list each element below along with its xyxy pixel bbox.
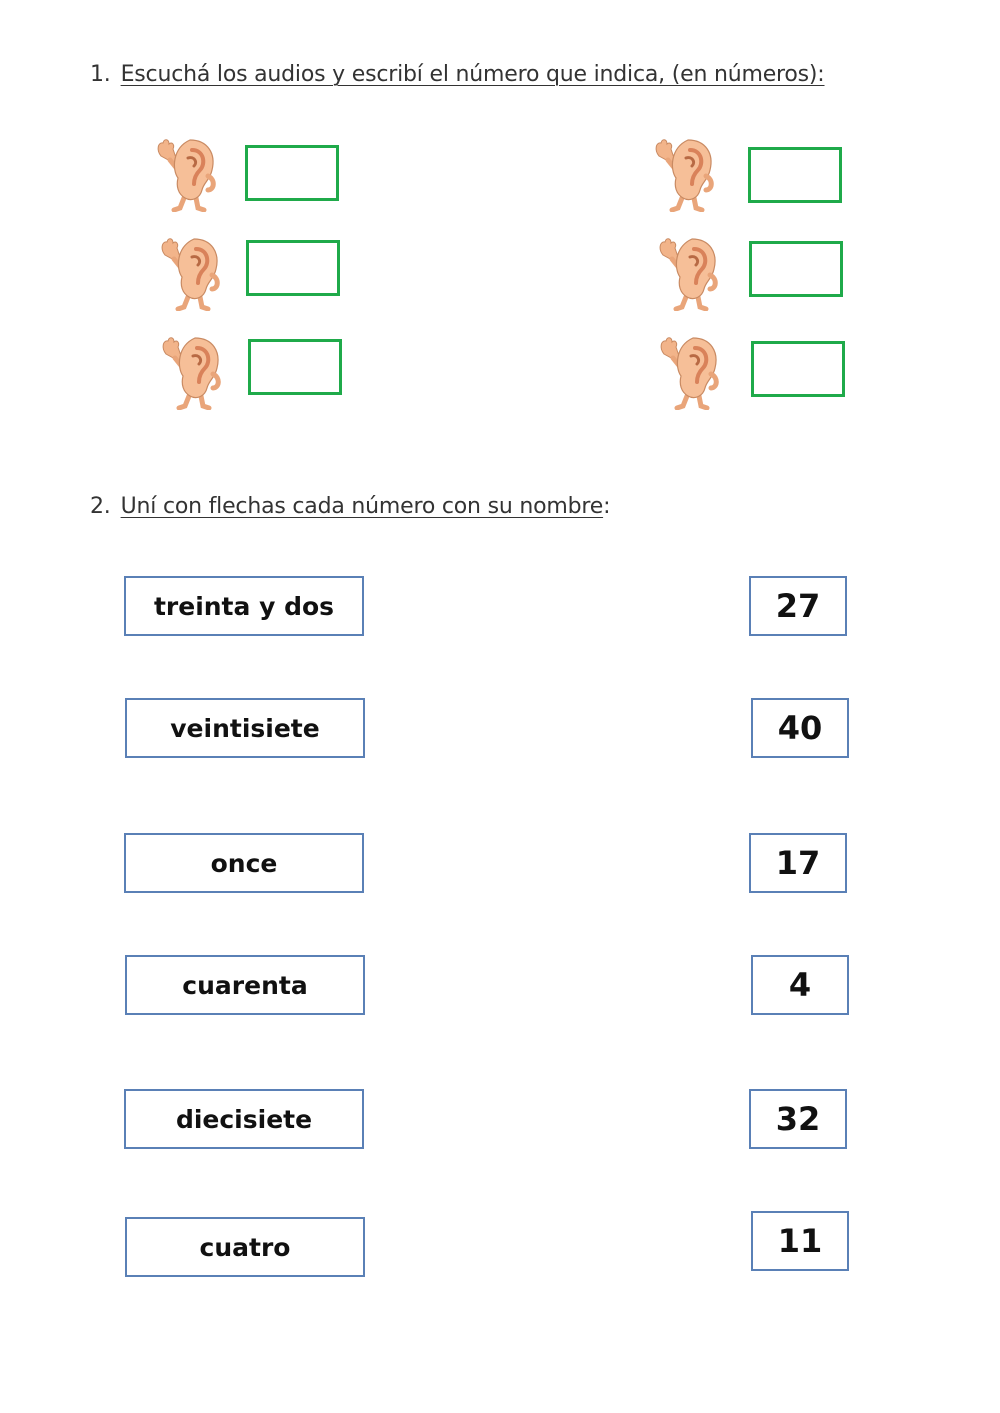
- exercise-2-title: [90, 494, 610, 519]
- ear-audio-icon[interactable]: [655, 334, 727, 410]
- word-box[interactable]: cuatro: [125, 1217, 365, 1277]
- ear-audio-icon[interactable]: [157, 334, 229, 410]
- number-box[interactable]: 4: [751, 955, 849, 1015]
- exercise-2-suffix: :: [603, 494, 611, 519]
- word-box[interactable]: veintisiete: [125, 698, 365, 758]
- ear-audio-icon[interactable]: [654, 235, 726, 311]
- number-box[interactable]: 32: [749, 1089, 847, 1149]
- word-box[interactable]: once: [124, 833, 364, 893]
- number-box[interactable]: 40: [751, 698, 849, 758]
- answer-box-3[interactable]: [248, 339, 342, 395]
- ear-audio-icon[interactable]: [156, 235, 228, 311]
- exercise-1-title: [90, 62, 825, 87]
- number-box[interactable]: 27: [749, 576, 847, 636]
- word-box[interactable]: cuarenta: [125, 955, 365, 1015]
- answer-box-5[interactable]: [749, 241, 843, 297]
- ear-audio-icon[interactable]: [152, 136, 224, 212]
- number-box[interactable]: 17: [749, 833, 847, 893]
- number-box[interactable]: 11: [751, 1211, 849, 1271]
- word-box[interactable]: diecisiete: [124, 1089, 364, 1149]
- answer-box-6[interactable]: [751, 341, 845, 397]
- exercise-2-instruction: Uní con flechas cada número con su nombre: [120, 494, 604, 519]
- answer-box-2[interactable]: [246, 240, 340, 296]
- word-box[interactable]: treinta y dos: [124, 576, 364, 636]
- answer-box-4[interactable]: [748, 147, 842, 203]
- answer-box-1[interactable]: [245, 145, 339, 201]
- ear-audio-icon[interactable]: [650, 136, 722, 212]
- exercise-1-number: 1.: [90, 62, 111, 87]
- exercise-1-instruction: Escuchá los audios y escribí el número que indica, (en números):: [120, 62, 825, 87]
- exercise-2-number: 2.: [90, 494, 111, 519]
